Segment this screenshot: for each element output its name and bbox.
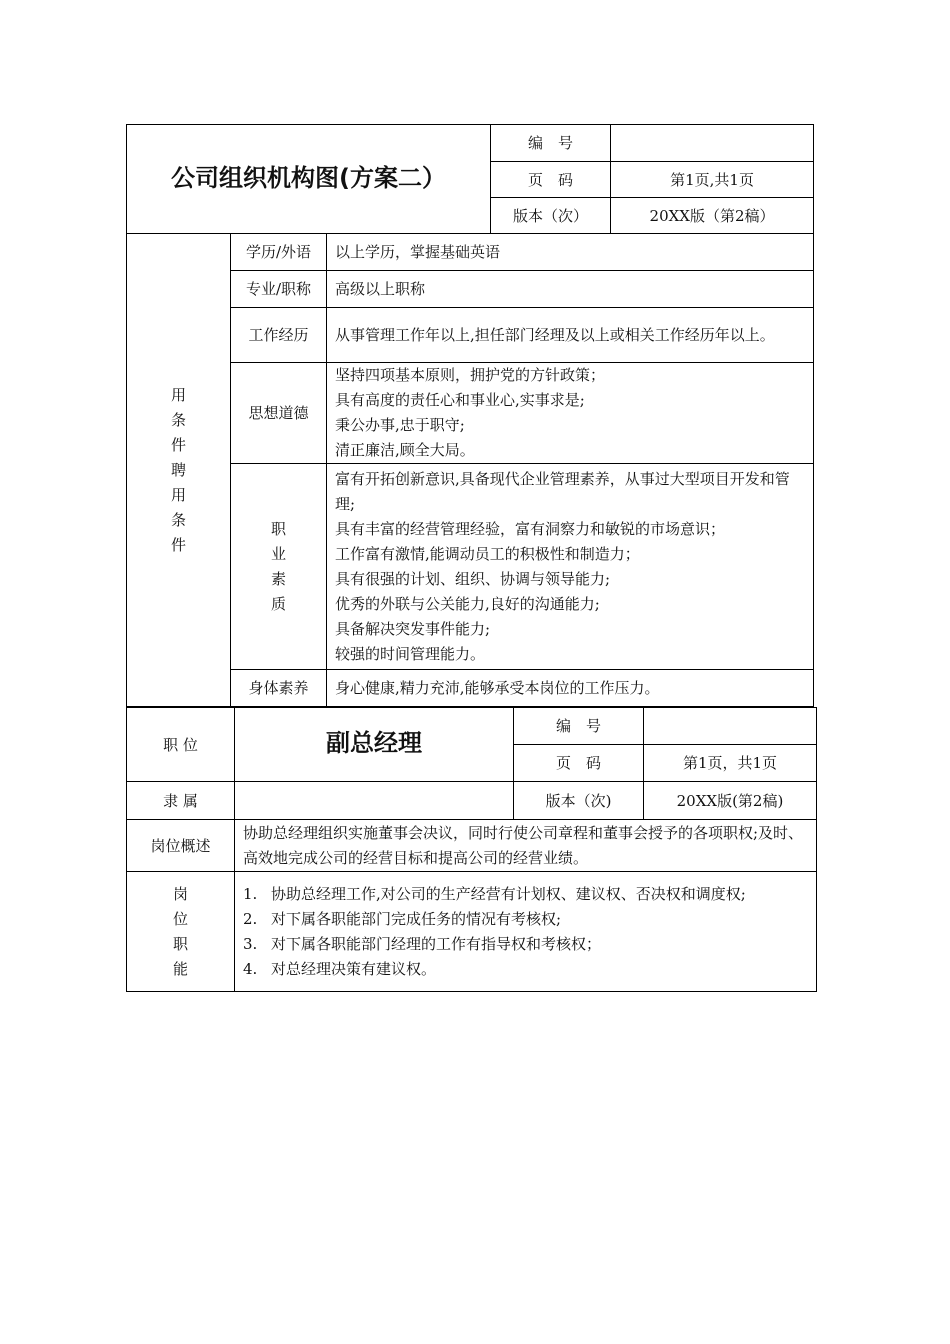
health-label: 身体素养 [231, 670, 327, 707]
morality-line: 秉公办事,忠于职守; [335, 416, 465, 434]
functions-label: 岗 位 职 能 [127, 872, 235, 992]
quality-line: 具有很强的计划、组织、协调与领导能力; [335, 569, 611, 588]
function-item: 1. 协助总经理工作,对公司的生产经营有计划权、建议权、否决权和调度权; [243, 884, 746, 903]
position-page-label: 页 码 [514, 745, 644, 782]
page-label: 页 码 [491, 162, 611, 198]
position-table [126, 707, 817, 992]
position-label: 职 位 [127, 708, 235, 782]
education-value: 以上学历，掌握基础英语 [327, 234, 814, 271]
document-title: 公司组织机构图(方案二） [171, 163, 446, 192]
quality-line: 工作富有激情,能调动员工的积极性和制造力； [335, 544, 640, 563]
morality-line: 具有高度的责任心和事业心,实事求是; [335, 391, 585, 409]
quality-line: 较强的时间管理能力。 [335, 644, 486, 663]
quality-line: 优秀的外联与公关能力,良好的沟通能力; [335, 594, 600, 613]
position-version-value: 20XX版(第2稿) [644, 782, 817, 820]
professional-quality-value [327, 464, 814, 670]
page-value: 第1页,共1页 [611, 162, 814, 198]
position-number-value [644, 708, 817, 745]
morality-value [327, 363, 814, 464]
number-label: 编 号 [491, 125, 611, 162]
number-value [611, 125, 814, 162]
morality-label: 思想道德 [231, 363, 327, 464]
position-title: 副总经理 [326, 729, 422, 757]
position-number-label: 编 号 [514, 708, 644, 745]
quality-line: 富有开拓创新意识,具备现代企业管理素养，从事过大型项目开发和管理; [335, 469, 790, 513]
conditions-table [126, 124, 814, 707]
professional-quality-label: 职 业 素 质 [231, 464, 327, 670]
position-version-label: 版本（次) [514, 782, 644, 820]
function-item: 2. 对下属各职能部门完成任务的情况有考核权; [243, 909, 562, 928]
quality-line: 具备解决突发事件能力; [335, 619, 491, 638]
morality-line: 清正廉洁,顾全大局。 [335, 441, 475, 459]
morality-line: 坚持四项基本原则，拥护党的方针政策； [335, 366, 606, 384]
title-label: 专业/职称 [231, 271, 327, 308]
position-title-cell [235, 708, 514, 782]
subordinate-label: 隶 属 [127, 782, 235, 820]
functions-list [243, 882, 808, 982]
health-value: 身心健康,精力充沛,能够承受本岗位的工作压力。 [327, 670, 814, 707]
overview-text: 协助总经理组织实施董事会决议，同时行使公司章程和董事会授予的各项职权;及时、高效地完成公司的经营目标和提高公司的经营业绩。 [235, 820, 817, 872]
function-item: 4. 对总经理决策有建议权。 [243, 959, 437, 978]
version-label: 版本（次） [491, 198, 611, 234]
experience-value: 从事管理工作年以上,担任部门经理及以上或相关工作经历年以上。 [327, 308, 814, 363]
quality-line: 具有丰富的经营管理经验，富有洞察力和敏锐的市场意识； [335, 519, 726, 538]
title-value: 高级以上职称 [327, 271, 814, 308]
experience-label: 工作经历 [231, 308, 327, 363]
document-title-cell [127, 125, 491, 234]
employment-conditions-label [127, 234, 231, 707]
functions-list-cell [235, 872, 817, 992]
function-item: 3. 对下属各职能部门经理的工作有指导权和考核权； [243, 934, 602, 953]
employment-conditions-text: 用 条 件 聘 用 条 件 [170, 385, 186, 554]
education-label: 学历/外语 [231, 234, 327, 271]
overview-label: 岗位概述 [127, 820, 235, 872]
position-page-value: 第1页，共1页 [644, 745, 817, 782]
version-value: 20XX版（第2稿） [611, 198, 814, 234]
subordinate-value [235, 782, 514, 820]
